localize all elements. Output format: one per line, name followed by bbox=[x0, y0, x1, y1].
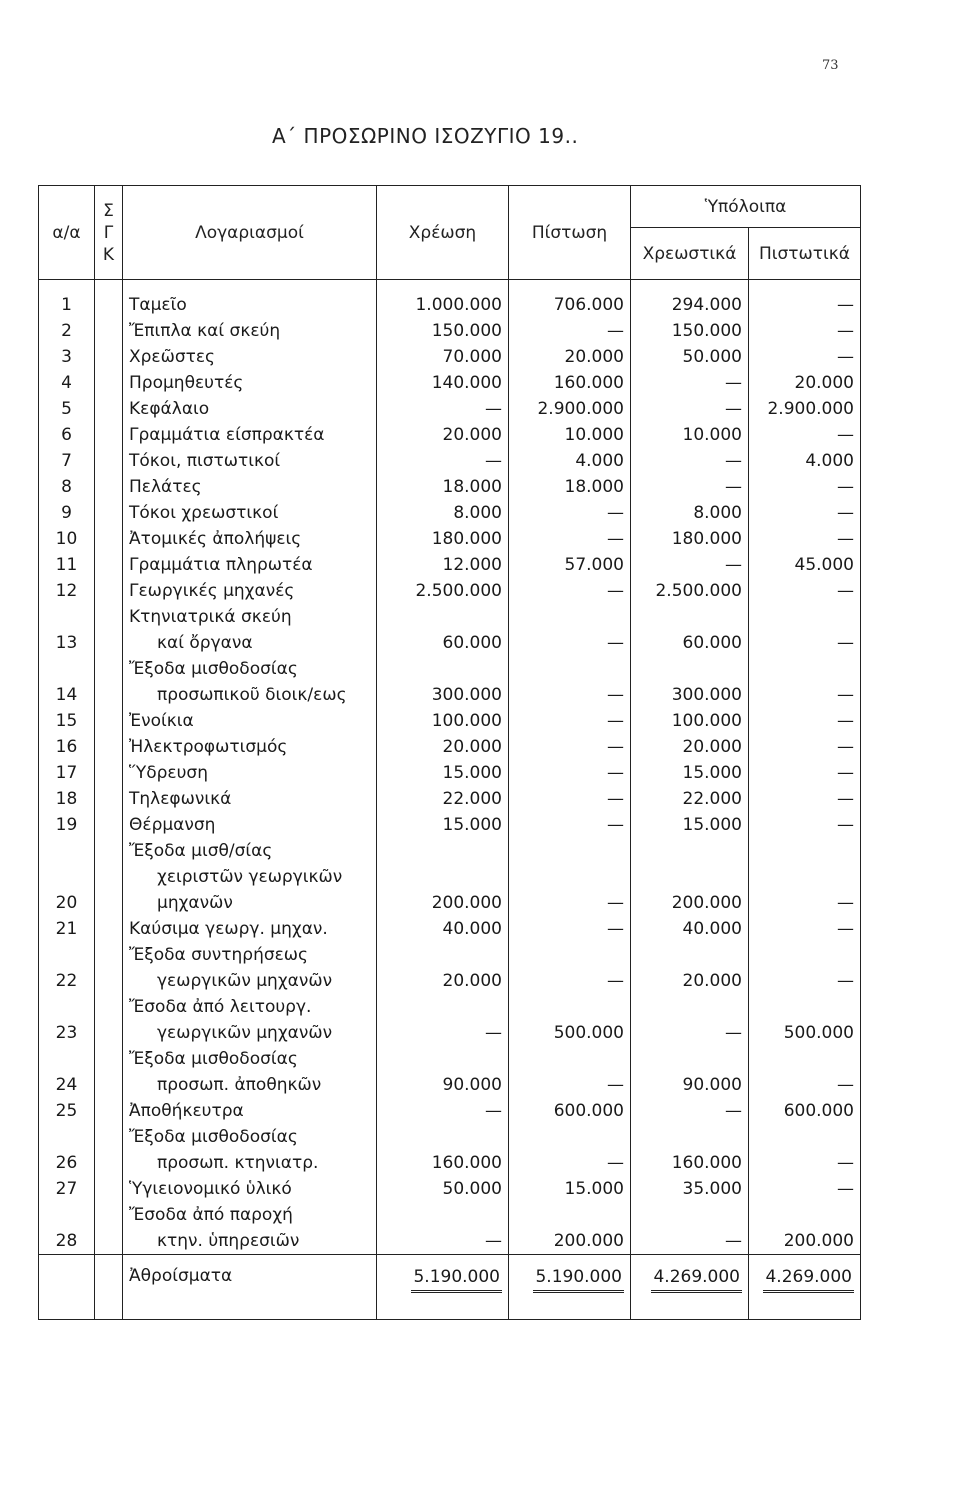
account-name-line: Ὕδρευση bbox=[129, 763, 208, 783]
debit-amount: 2.500.000 bbox=[377, 578, 509, 604]
table-bottom-spacer bbox=[39, 1293, 861, 1320]
row-sgk bbox=[95, 786, 123, 812]
account-name bbox=[123, 994, 377, 1046]
row-number: 19 bbox=[39, 812, 95, 838]
row-number: 18 bbox=[39, 786, 95, 812]
row-sgk bbox=[95, 1046, 123, 1098]
row-sgk bbox=[95, 396, 123, 422]
credit-balance: 500.000 bbox=[749, 994, 861, 1046]
debit-balance: — bbox=[631, 448, 749, 474]
account-name-line: Γραμμάτια πληρωτέα bbox=[129, 555, 313, 575]
row-sgk bbox=[95, 838, 123, 916]
credit-amount: 2.900.000 bbox=[509, 396, 631, 422]
debit-amount: — bbox=[377, 1202, 509, 1255]
debit-amount: 40.000 bbox=[377, 916, 509, 942]
credit-balance: — bbox=[749, 760, 861, 786]
debit-amount: 20.000 bbox=[377, 422, 509, 448]
row-number: 2 bbox=[39, 318, 95, 344]
account-name bbox=[123, 526, 377, 552]
debit-amount: 15.000 bbox=[377, 760, 509, 786]
account-name-line: Θέρμανση bbox=[129, 815, 216, 835]
row-sgk bbox=[95, 604, 123, 656]
header-sgk-s: Σ bbox=[103, 200, 114, 221]
account-name-line: Ἔξοδα συντηρήσεως bbox=[129, 945, 309, 965]
credit-balance: — bbox=[749, 1176, 861, 1202]
debit-balance: — bbox=[631, 370, 749, 396]
credit-balance: 600.000 bbox=[749, 1098, 861, 1124]
header-accounts: Λογαριασμοί bbox=[123, 186, 377, 280]
credit-amount: — bbox=[509, 916, 631, 942]
header-sgk-g: Γ bbox=[103, 222, 114, 243]
debit-amount: 12.000 bbox=[377, 552, 509, 578]
account-name bbox=[123, 656, 377, 708]
table-row bbox=[39, 786, 861, 812]
credit-amount: — bbox=[509, 838, 631, 916]
debit-amount: — bbox=[377, 994, 509, 1046]
credit-amount: 10.000 bbox=[509, 422, 631, 448]
total-debit-balance-value: 4.269.000 bbox=[651, 1264, 742, 1293]
debit-amount: — bbox=[377, 1098, 509, 1124]
debit-amount: 150.000 bbox=[377, 318, 509, 344]
account-name-continuation: προσωπ. κτηνιατρ. bbox=[157, 1153, 319, 1173]
debit-balance: 15.000 bbox=[631, 812, 749, 838]
account-name bbox=[123, 578, 377, 604]
total-credit bbox=[509, 1255, 631, 1294]
spacer-cell bbox=[123, 1293, 377, 1320]
header-debit-balance: Χρεωστικά bbox=[631, 228, 749, 280]
credit-balance: 4.000 bbox=[749, 448, 861, 474]
debit-balance: — bbox=[631, 552, 749, 578]
account-name bbox=[123, 734, 377, 760]
row-number: 10 bbox=[39, 526, 95, 552]
row-number: 8 bbox=[39, 474, 95, 500]
account-name-continuation: γεωργικῶν μηχανῶν bbox=[157, 971, 333, 991]
account-name-line: Ἔπιπλα καί σκεύη bbox=[129, 321, 281, 341]
account-name-line: Πελάτες bbox=[129, 477, 202, 497]
debit-balance: 8.000 bbox=[631, 500, 749, 526]
credit-balance: 20.000 bbox=[749, 370, 861, 396]
credit-amount: — bbox=[509, 656, 631, 708]
debit-balance: 60.000 bbox=[631, 604, 749, 656]
totals-row bbox=[39, 1255, 861, 1294]
row-sgk bbox=[95, 526, 123, 552]
account-name-line: Γραμμάτια είσπρακτέα bbox=[129, 425, 325, 445]
credit-amount: — bbox=[509, 708, 631, 734]
table-row bbox=[39, 448, 861, 474]
credit-amount: 20.000 bbox=[509, 344, 631, 370]
header-credit-balance: Πιστωτικά bbox=[749, 228, 861, 280]
account-name-line: Τηλεφωνικά bbox=[129, 789, 232, 809]
table-row bbox=[39, 526, 861, 552]
account-name bbox=[123, 474, 377, 500]
spacer-cell bbox=[631, 1293, 749, 1320]
table-row bbox=[39, 396, 861, 422]
debit-balance: 150.000 bbox=[631, 318, 749, 344]
table-row bbox=[39, 344, 861, 370]
account-name bbox=[123, 318, 377, 344]
debit-balance: 22.000 bbox=[631, 786, 749, 812]
row-number: 6 bbox=[39, 422, 95, 448]
debit-balance: — bbox=[631, 994, 749, 1046]
trial-balance-table-wrapper bbox=[38, 185, 860, 1360]
debit-amount: — bbox=[377, 448, 509, 474]
total-debit bbox=[377, 1255, 509, 1294]
header-balances: Ὑπόλοιπα bbox=[631, 186, 861, 228]
debit-balance: 300.000 bbox=[631, 656, 749, 708]
debit-amount: — bbox=[377, 396, 509, 422]
account-name bbox=[123, 812, 377, 838]
table-row bbox=[39, 916, 861, 942]
row-number: 5 bbox=[39, 396, 95, 422]
debit-balance: — bbox=[631, 1202, 749, 1255]
total-credit-balance-value: 4.269.000 bbox=[763, 1264, 854, 1293]
row-sgk bbox=[95, 812, 123, 838]
spacer-cell bbox=[749, 1293, 861, 1320]
account-name-line: Κτηνιατρικά σκεύη bbox=[129, 607, 292, 627]
table-header bbox=[39, 186, 861, 280]
debit-amount: 20.000 bbox=[377, 734, 509, 760]
row-number: 1 bbox=[39, 280, 95, 319]
credit-balance: — bbox=[749, 344, 861, 370]
debit-balance: 2.500.000 bbox=[631, 578, 749, 604]
account-name-line: Τόκοι χρεωστικοί bbox=[129, 503, 279, 523]
row-number: 21 bbox=[39, 916, 95, 942]
row-sgk bbox=[95, 318, 123, 344]
account-name bbox=[123, 448, 377, 474]
account-name-line: Ἔσοδα ἀπό λειτουργ. bbox=[129, 997, 312, 1017]
row-sgk bbox=[95, 344, 123, 370]
row-number: 26 bbox=[39, 1124, 95, 1176]
header-aa: α/α bbox=[39, 186, 95, 280]
account-name-line: Κεφάλαιο bbox=[129, 399, 210, 419]
table-row bbox=[39, 318, 861, 344]
debit-balance: — bbox=[631, 474, 749, 500]
account-name-line: Ἔξοδα μισθοδοσίας bbox=[129, 1049, 298, 1069]
credit-amount: — bbox=[509, 318, 631, 344]
credit-balance: — bbox=[749, 1046, 861, 1098]
credit-balance: — bbox=[749, 578, 861, 604]
credit-balance: — bbox=[749, 318, 861, 344]
credit-balance: — bbox=[749, 474, 861, 500]
table-row bbox=[39, 838, 861, 916]
account-name-line: Ἀτομικές ἀπολήψεις bbox=[129, 529, 302, 549]
row-sgk bbox=[95, 916, 123, 942]
row-number: 15 bbox=[39, 708, 95, 734]
debit-balance: 40.000 bbox=[631, 916, 749, 942]
account-name bbox=[123, 604, 377, 656]
debit-amount: 22.000 bbox=[377, 786, 509, 812]
spacer-cell bbox=[95, 1293, 123, 1320]
account-name-line: Ἔξοδα μισθοδοσίας bbox=[129, 659, 298, 679]
debit-balance: 10.000 bbox=[631, 422, 749, 448]
credit-balance: — bbox=[749, 604, 861, 656]
row-number: 23 bbox=[39, 994, 95, 1046]
totals-index bbox=[39, 1255, 95, 1294]
credit-amount: 706.000 bbox=[509, 280, 631, 319]
debit-balance: 180.000 bbox=[631, 526, 749, 552]
table-row bbox=[39, 500, 861, 526]
table-row bbox=[39, 734, 861, 760]
account-name-continuation: προσωπικοῦ διοικ/εως bbox=[157, 685, 347, 705]
debit-amount: 140.000 bbox=[377, 370, 509, 396]
debit-amount: 1.000.000 bbox=[377, 280, 509, 319]
debit-amount: 15.000 bbox=[377, 812, 509, 838]
account-name-continuation: μηχανῶν bbox=[157, 893, 233, 913]
credit-balance: 200.000 bbox=[749, 1202, 861, 1255]
debit-balance: 294.000 bbox=[631, 280, 749, 319]
header-credit: Πίστωση bbox=[509, 186, 631, 280]
debit-balance: 20.000 bbox=[631, 942, 749, 994]
account-name-line: Ὑγιειονομικό ὑλικό bbox=[129, 1179, 292, 1199]
debit-amount: 160.000 bbox=[377, 1124, 509, 1176]
row-sgk bbox=[95, 942, 123, 994]
row-sgk bbox=[95, 708, 123, 734]
account-name bbox=[123, 344, 377, 370]
table-row bbox=[39, 370, 861, 396]
account-name bbox=[123, 1202, 377, 1255]
table-row bbox=[39, 656, 861, 708]
table-row bbox=[39, 1202, 861, 1255]
debit-amount: 70.000 bbox=[377, 344, 509, 370]
row-number: 22 bbox=[39, 942, 95, 994]
debit-amount: 100.000 bbox=[377, 708, 509, 734]
debit-balance: 160.000 bbox=[631, 1124, 749, 1176]
credit-balance: — bbox=[749, 916, 861, 942]
table-body bbox=[39, 280, 861, 1320]
row-sgk bbox=[95, 734, 123, 760]
credit-amount: — bbox=[509, 1046, 631, 1098]
table-row bbox=[39, 994, 861, 1046]
debit-balance: — bbox=[631, 1098, 749, 1124]
row-sgk bbox=[95, 500, 123, 526]
totals-label: Ἀθροίσματα bbox=[123, 1255, 377, 1294]
row-sgk bbox=[95, 422, 123, 448]
account-name bbox=[123, 838, 377, 916]
row-number: 14 bbox=[39, 656, 95, 708]
table-row bbox=[39, 760, 861, 786]
table-row bbox=[39, 604, 861, 656]
credit-balance: — bbox=[749, 812, 861, 838]
spacer-cell bbox=[377, 1293, 509, 1320]
account-name bbox=[123, 552, 377, 578]
credit-balance: — bbox=[749, 526, 861, 552]
row-sgk bbox=[95, 1202, 123, 1255]
total-debit-balance bbox=[631, 1255, 749, 1294]
table-row bbox=[39, 552, 861, 578]
table-row bbox=[39, 474, 861, 500]
credit-balance: — bbox=[749, 942, 861, 994]
debit-amount: 200.000 bbox=[377, 838, 509, 916]
credit-amount: 160.000 bbox=[509, 370, 631, 396]
debit-balance: 15.000 bbox=[631, 760, 749, 786]
debit-balance: 35.000 bbox=[631, 1176, 749, 1202]
credit-amount: — bbox=[509, 526, 631, 552]
row-sgk bbox=[95, 1124, 123, 1176]
account-name bbox=[123, 1124, 377, 1176]
credit-balance: 45.000 bbox=[749, 552, 861, 578]
row-number: 11 bbox=[39, 552, 95, 578]
debit-amount: 180.000 bbox=[377, 526, 509, 552]
table-row bbox=[39, 708, 861, 734]
spacer-cell bbox=[39, 1293, 95, 1320]
table-row bbox=[39, 1124, 861, 1176]
table-row bbox=[39, 422, 861, 448]
row-number: 20 bbox=[39, 838, 95, 916]
row-number: 16 bbox=[39, 734, 95, 760]
row-number: 17 bbox=[39, 760, 95, 786]
credit-amount: 18.000 bbox=[509, 474, 631, 500]
credit-balance: — bbox=[749, 500, 861, 526]
debit-balance: 90.000 bbox=[631, 1046, 749, 1098]
total-credit-balance bbox=[749, 1255, 861, 1294]
row-number: 28 bbox=[39, 1202, 95, 1255]
debit-amount: 90.000 bbox=[377, 1046, 509, 1098]
credit-balance: — bbox=[749, 786, 861, 812]
table-row bbox=[39, 1046, 861, 1098]
table-row bbox=[39, 578, 861, 604]
table-row bbox=[39, 812, 861, 838]
header-sgk bbox=[95, 186, 123, 280]
credit-amount: — bbox=[509, 812, 631, 838]
account-name-line: Ἔξοδα μισθοδοσίας bbox=[129, 1127, 298, 1147]
debit-amount: 60.000 bbox=[377, 604, 509, 656]
row-number: 9 bbox=[39, 500, 95, 526]
credit-amount: 15.000 bbox=[509, 1176, 631, 1202]
credit-amount: — bbox=[509, 500, 631, 526]
row-number: 12 bbox=[39, 578, 95, 604]
account-name bbox=[123, 1098, 377, 1124]
account-name bbox=[123, 422, 377, 448]
header-sgk-k: Κ bbox=[102, 244, 115, 265]
account-name-line: Τόκοι, πιστωτικοί bbox=[129, 451, 281, 471]
account-name bbox=[123, 280, 377, 319]
credit-amount: 57.000 bbox=[509, 552, 631, 578]
total-credit-value: 5.190.000 bbox=[533, 1264, 624, 1293]
spacer-cell bbox=[509, 1293, 631, 1320]
row-sgk bbox=[95, 1098, 123, 1124]
credit-amount: — bbox=[509, 942, 631, 994]
row-sgk bbox=[95, 280, 123, 319]
account-name-continuation: προσωπ. ἀποθηκῶν bbox=[157, 1075, 322, 1095]
document-title: Α΄ ΠΡΟΣΩΡΙΝΟ ΙΣΟΖΥΓΙΟ 19.. bbox=[272, 124, 579, 148]
table-row bbox=[39, 1176, 861, 1202]
account-name bbox=[123, 942, 377, 994]
credit-balance: — bbox=[749, 422, 861, 448]
credit-amount: — bbox=[509, 734, 631, 760]
account-name bbox=[123, 1176, 377, 1202]
table-row bbox=[39, 1098, 861, 1124]
credit-balance: — bbox=[749, 708, 861, 734]
credit-balance: — bbox=[749, 734, 861, 760]
credit-balance: — bbox=[749, 1124, 861, 1176]
row-sgk bbox=[95, 474, 123, 500]
row-sgk bbox=[95, 370, 123, 396]
row-number: 13 bbox=[39, 604, 95, 656]
row-number: 4 bbox=[39, 370, 95, 396]
account-name bbox=[123, 916, 377, 942]
account-name bbox=[123, 370, 377, 396]
account-name-continuation: κτην. ὑπηρεσιῶν bbox=[157, 1231, 300, 1251]
row-sgk bbox=[95, 994, 123, 1046]
row-number: 27 bbox=[39, 1176, 95, 1202]
debit-balance: — bbox=[631, 396, 749, 422]
row-sgk bbox=[95, 448, 123, 474]
account-name-line: Χρεῶστες bbox=[129, 347, 216, 367]
header-debit: Χρέωση bbox=[377, 186, 509, 280]
row-number: 3 bbox=[39, 344, 95, 370]
credit-amount: 200.000 bbox=[509, 1202, 631, 1255]
row-sgk bbox=[95, 656, 123, 708]
account-name bbox=[123, 786, 377, 812]
row-number: 25 bbox=[39, 1098, 95, 1124]
total-debit-value: 5.190.000 bbox=[411, 1264, 502, 1293]
account-name-line: Γεωργικές μηχανές bbox=[129, 581, 295, 601]
account-name-line: Ἀποθήκευτρα bbox=[129, 1101, 244, 1121]
credit-balance: — bbox=[749, 656, 861, 708]
debit-amount: 300.000 bbox=[377, 656, 509, 708]
debit-amount: 8.000 bbox=[377, 500, 509, 526]
account-name-line: Ἐνοίκια bbox=[129, 711, 194, 731]
account-name bbox=[123, 396, 377, 422]
account-name-line: Ἔξοδα μισθ/σίας bbox=[129, 841, 273, 861]
credit-amount: — bbox=[509, 760, 631, 786]
page-number: 73 bbox=[822, 58, 839, 73]
credit-amount: 600.000 bbox=[509, 1098, 631, 1124]
account-name bbox=[123, 708, 377, 734]
account-name-line: Ἠλεκτροφωτισμός bbox=[129, 737, 288, 757]
row-sgk bbox=[95, 552, 123, 578]
account-name-continuation: καί ὄργανα bbox=[157, 633, 253, 653]
credit-amount: — bbox=[509, 578, 631, 604]
credit-amount: 4.000 bbox=[509, 448, 631, 474]
debit-balance: 100.000 bbox=[631, 708, 749, 734]
row-number: 24 bbox=[39, 1046, 95, 1098]
credit-amount: 500.000 bbox=[509, 994, 631, 1046]
row-sgk bbox=[95, 578, 123, 604]
debit-balance: 200.000 bbox=[631, 838, 749, 916]
account-name-line: Προμηθευτές bbox=[129, 373, 244, 393]
account-name-line: Καύσιμα γεωργ. μηχαν. bbox=[129, 919, 328, 939]
account-name-continuation: γεωργικῶν μηχανῶν bbox=[157, 1023, 333, 1043]
account-name bbox=[123, 760, 377, 786]
row-sgk bbox=[95, 760, 123, 786]
credit-amount: — bbox=[509, 786, 631, 812]
row-sgk bbox=[95, 1176, 123, 1202]
credit-balance: 2.900.000 bbox=[749, 396, 861, 422]
credit-balance: — bbox=[749, 838, 861, 916]
account-name-line: Ταμεῖο bbox=[129, 295, 187, 315]
credit-amount: — bbox=[509, 1124, 631, 1176]
debit-amount: 50.000 bbox=[377, 1176, 509, 1202]
debit-amount: 18.000 bbox=[377, 474, 509, 500]
row-number: 7 bbox=[39, 448, 95, 474]
credit-balance: — bbox=[749, 280, 861, 319]
table-row bbox=[39, 280, 861, 319]
debit-balance: 20.000 bbox=[631, 734, 749, 760]
account-name-line: Ἔσοδα ἀπό παροχή bbox=[129, 1205, 293, 1225]
account-name bbox=[123, 500, 377, 526]
credit-amount: — bbox=[509, 604, 631, 656]
trial-balance-table bbox=[38, 185, 861, 1320]
debit-amount: 20.000 bbox=[377, 942, 509, 994]
debit-balance: 50.000 bbox=[631, 344, 749, 370]
totals-sgk bbox=[95, 1255, 123, 1294]
account-name-continuation: χειριστῶν γεωργικῶν bbox=[157, 867, 343, 887]
table-row bbox=[39, 942, 861, 994]
account-name bbox=[123, 1046, 377, 1098]
